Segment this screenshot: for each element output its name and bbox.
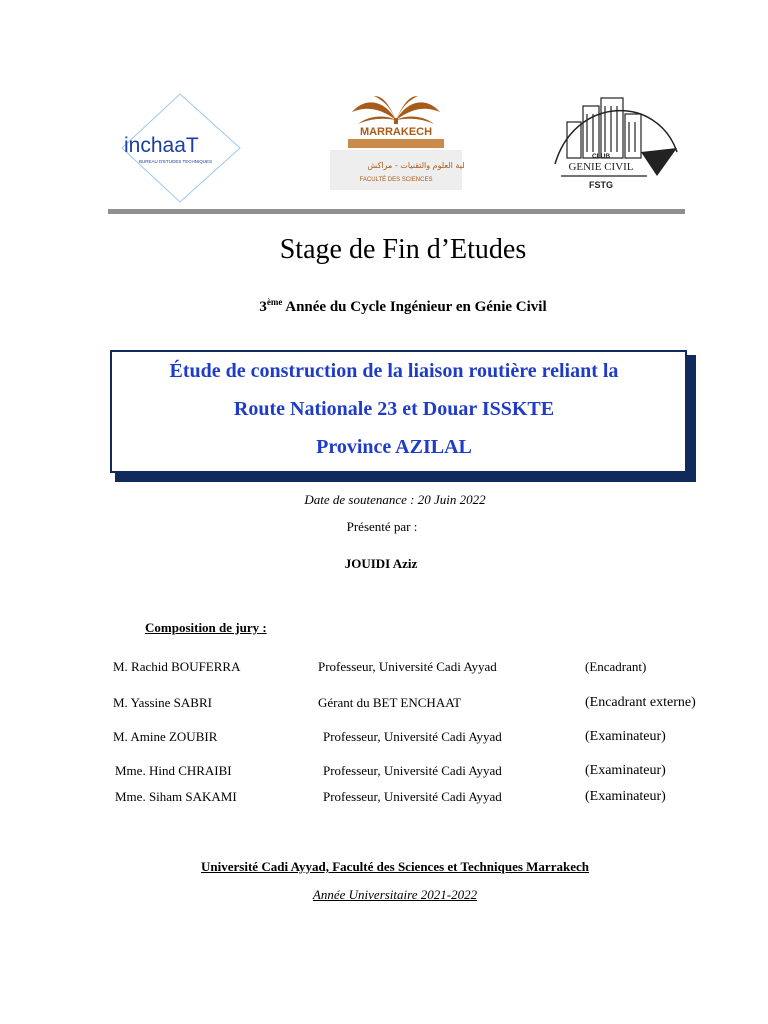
jury-member-role: (Examinateur) <box>585 729 666 744</box>
fst-marrakech-logo <box>328 92 464 192</box>
subtitle-year-number: 3 <box>259 299 267 315</box>
footer-university: Université Cadi Ayyad, Faculté des Sciences et Techniques Marrakech <box>201 859 589 874</box>
fst-arabic-text: كلية العلوم والتقنيات - مراكش <box>367 161 464 170</box>
author-name: JOUIDI Aziz <box>344 556 418 571</box>
club-genie-civil-logo <box>545 92 685 194</box>
document-subtitle <box>0 292 768 317</box>
jury-member-name: M. Amine ZOUBIR <box>113 729 218 744</box>
jury-member-position: Professeur, Université Cadi Ayyad <box>323 729 502 744</box>
jury-title: Composition de jury : <box>145 620 267 635</box>
footer-academic-year: Année Universitaire 2021-2022 <box>312 887 478 902</box>
club-name: GENIE CIVIL <box>568 161 634 173</box>
fst-faculty-text: FACULTÉ DES SCIENCES <box>359 177 433 183</box>
fst-city-text: MARRAKECH <box>359 126 433 138</box>
jury-member-name: Mme. Siham SAKAMI <box>115 789 237 804</box>
project-title-line-3: Province AZILAL <box>316 436 472 458</box>
project-title-line-1: Étude de construction de la liaison routière reliant la <box>169 360 619 382</box>
jury-member-position: Gérant du BET ENCHAAT <box>318 695 462 710</box>
jury-member-position: Professeur, Université Cadi Ayyad <box>323 763 502 778</box>
palm-icon <box>352 96 440 124</box>
document-title: Stage de Fin d’Etudes <box>279 234 527 265</box>
jury-member-role: (Examinateur) <box>585 789 666 804</box>
presented-by-label: Présenté par : <box>346 519 418 534</box>
club-school: FSTG <box>589 180 613 190</box>
inchaat-logo-tagline: BUREAU D'ETUDES TECHNIQUES <box>139 159 213 164</box>
jury-member-name: M. Yassine SABRI <box>113 695 212 710</box>
inchaat-logo <box>118 92 244 204</box>
subtitle-text: Année du Cycle Ingénieur en Génie Civil <box>282 299 547 315</box>
jury-member-name: M. Rachid BOUFERRA <box>113 659 241 674</box>
club-label: CLUB <box>591 153 611 160</box>
jury-member-role: (Encadrant) <box>585 659 647 674</box>
defense-date: Date de soutenance : 20 Juin 2022 <box>304 492 486 507</box>
jury-member-role: (Examinateur) <box>585 763 666 778</box>
subtitle-superscript: ème <box>266 297 283 307</box>
jury-member-position: Professeur, Université Cadi Ayyad <box>323 789 502 804</box>
header-divider <box>108 209 685 214</box>
jury-member-role: (Encadrant externe) <box>585 695 696 710</box>
buildings-icon <box>567 98 641 158</box>
inchaat-logo-text: inchaaT <box>124 134 199 157</box>
jury-member-name: Mme. Hind CHRAIBI <box>115 763 232 778</box>
project-title-line-2: Route Nationale 23 et Douar ISSKTE <box>233 398 555 420</box>
jury-member-position: Professeur, Université Cadi Ayyad <box>318 659 497 674</box>
